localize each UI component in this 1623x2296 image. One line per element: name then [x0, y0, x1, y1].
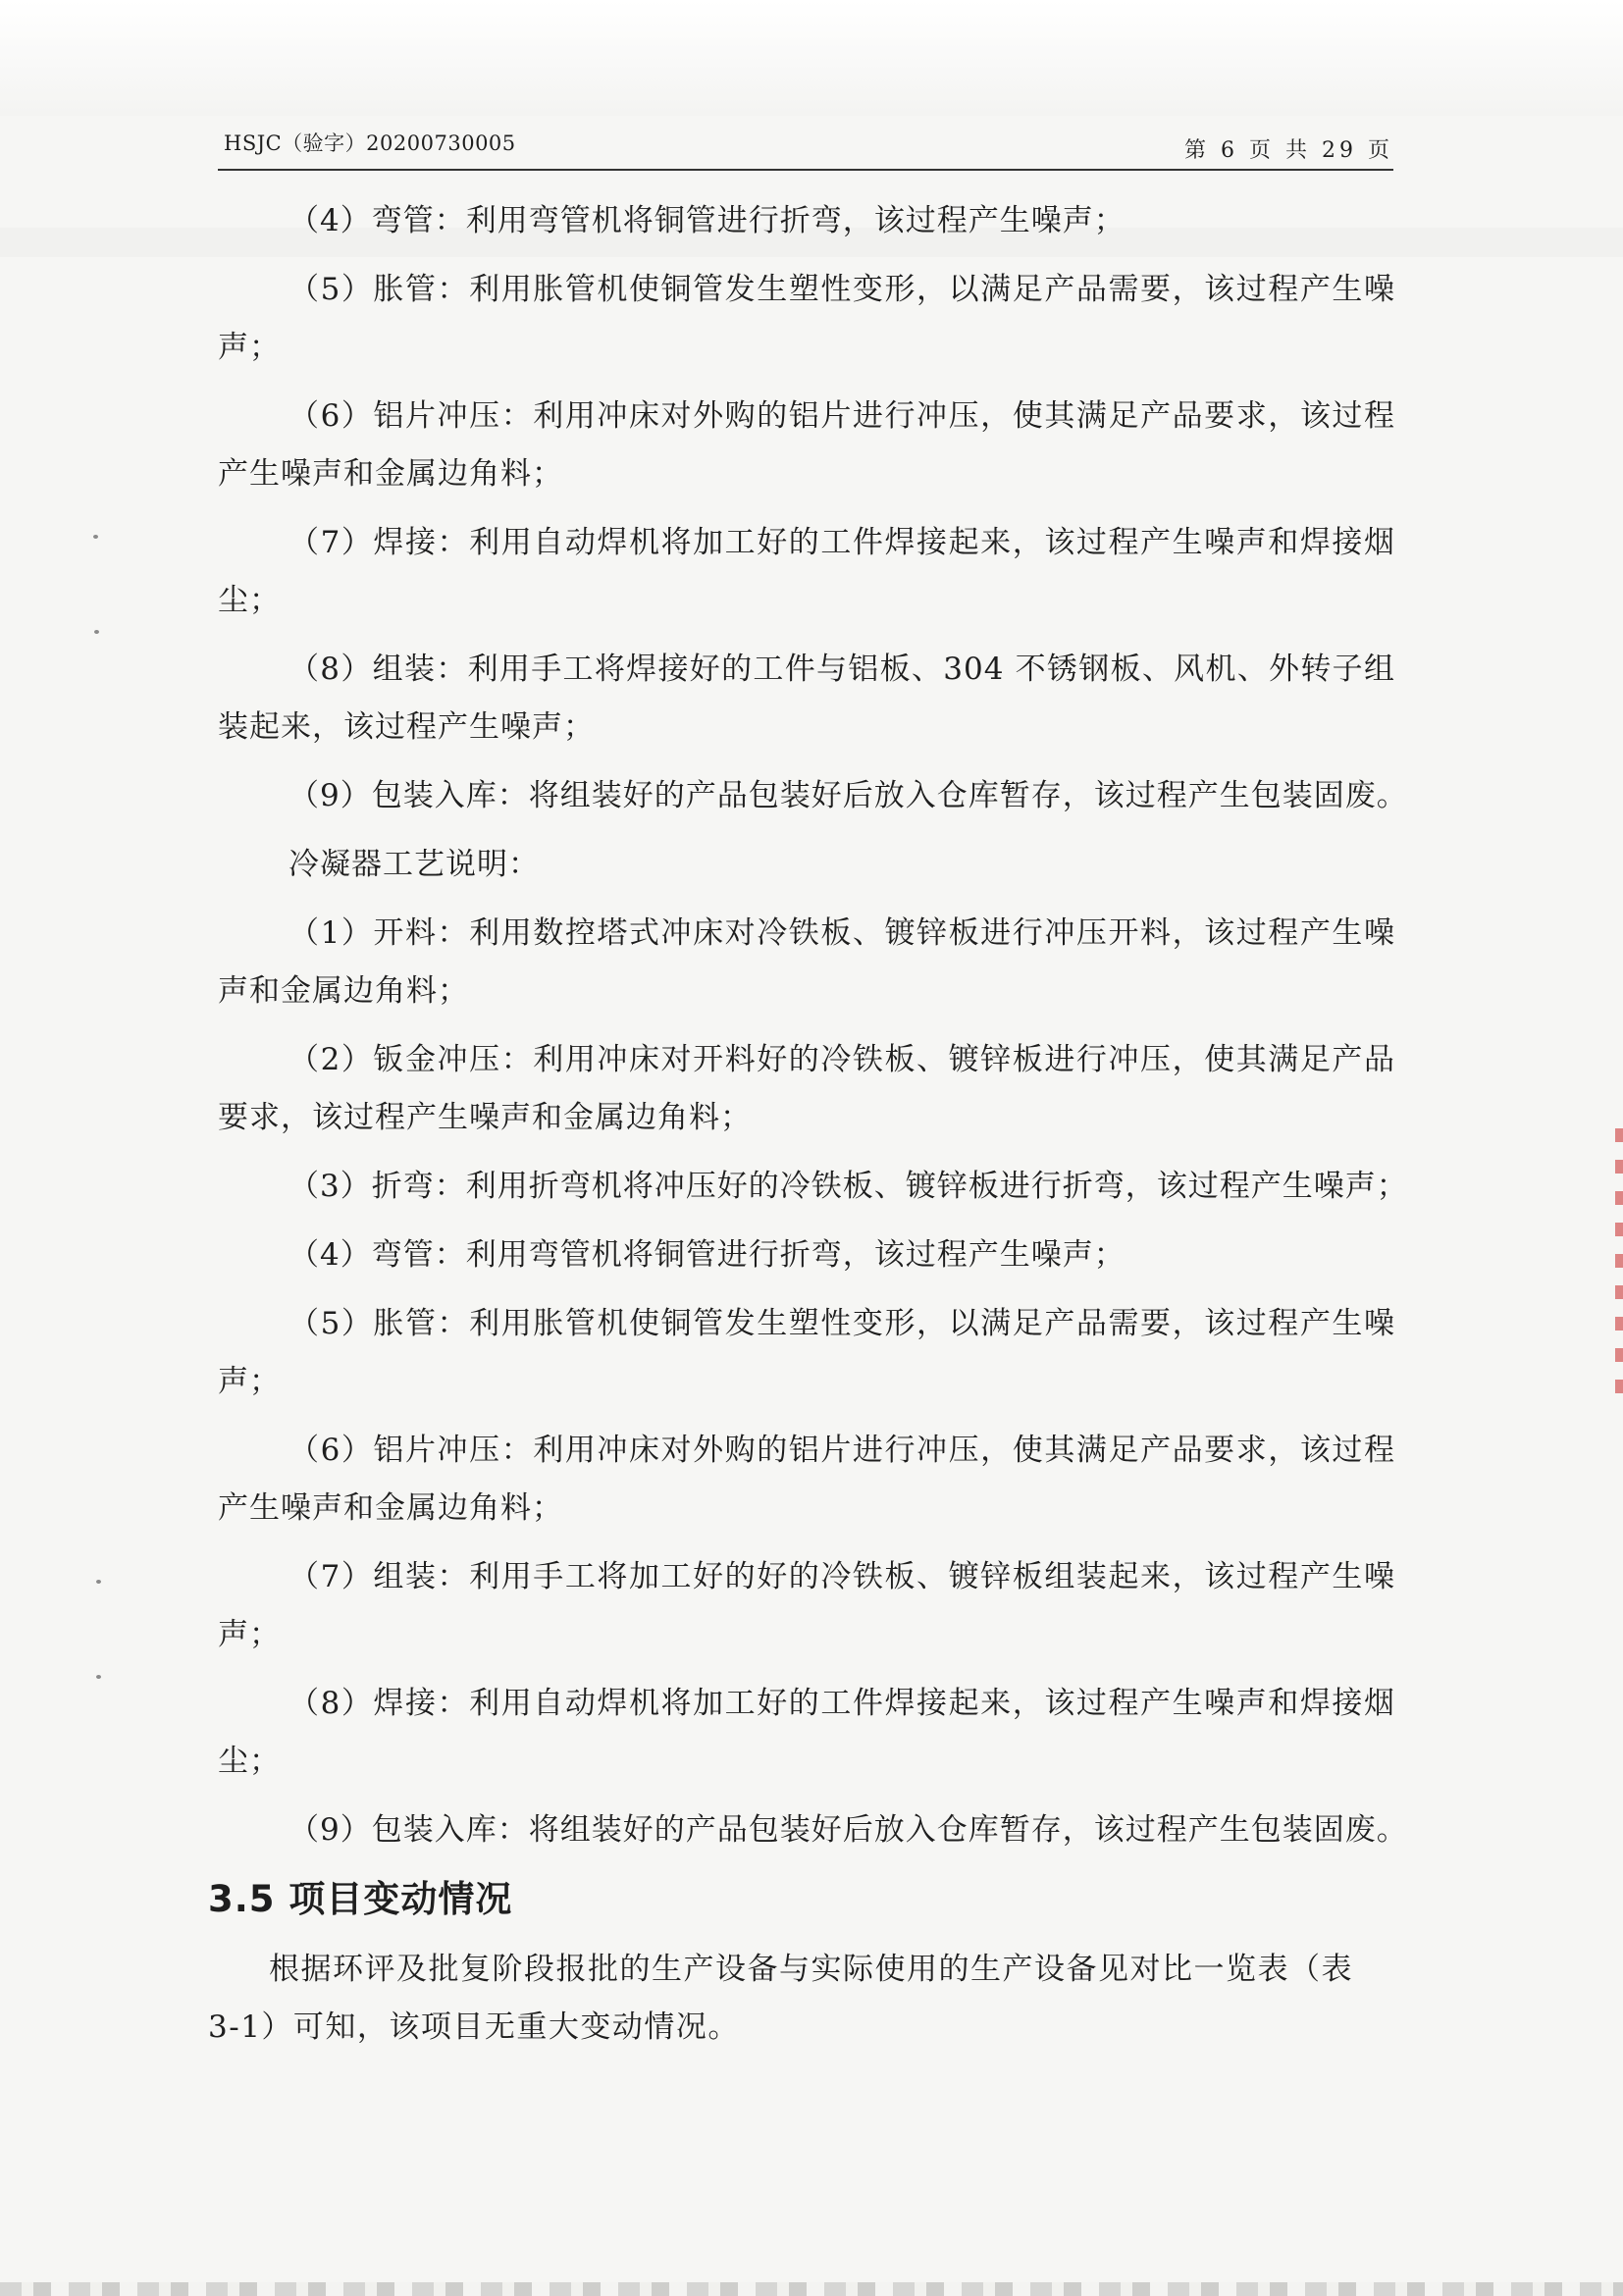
paragraph-evaporator-step-8: （8）组装：利用手工将焊接好的工件与铝板、304 不锈钢板、风机、外转子组装起来，该过程产生噪声；: [218, 652, 1395, 745]
paragraph-evaporator-step-7: （7）焊接：利用自动焊机将加工好的工件焊接起来，该过程产生噪声和焊接烟尘；: [218, 525, 1395, 618]
paragraph-condenser-step-9: （9）包装入库：将组装好的产品包装好后放入仓库暂存，该过程产生包装固废。: [288, 1812, 1408, 1848]
scan-speck: [93, 535, 98, 539]
paragraph-evaporator-step-4: （4）弯管：利用弯管机将铜管进行折弯，该过程产生噪声；: [288, 203, 1126, 238]
paragraph-condenser-step-8: （8）焊接：利用自动焊机将加工好的工件焊接起来，该过程产生噪声和焊接烟尘；: [218, 1686, 1395, 1779]
paragraph-evaporator-step-9: （9）包装入库：将组装好的产品包装好后放入仓库暂存，该过程产生包装固废。: [288, 778, 1408, 813]
document-body: [208, 192, 1408, 2057]
document-number: HSJC（验字）20200730005: [224, 131, 516, 155]
paragraph-condenser-step-6: （6）铝片冲压：利用冲床对外购的铝片进行冲压，使其满足产品要求，该过程产生噪声和金属边角料；: [218, 1433, 1395, 1526]
section-body: 根据环评及批复阶段报批的生产设备与实际使用的生产设备见对比一览表（表 3-1）可知，该项目无重大变动情况。: [208, 1952, 1353, 2045]
scan-bottom-edge: [0, 2282, 1623, 2296]
page-header: [218, 126, 1393, 171]
paragraph-condenser-step-2: （2）钣金冲压：利用冲床对开料好的冷铁板、镀锌板进行冲压，使其满足产品要求，该过程产生噪声和金属边角料；: [218, 1042, 1395, 1135]
scan-speck: [94, 630, 99, 634]
condenser-process-heading: 冷凝器工艺说明：: [288, 847, 540, 882]
paragraph-evaporator-step-6: （6）铝片冲压：利用冲床对外购的铝片进行冲压，使其满足产品要求，该过程产生噪声和金属边角料；: [218, 398, 1395, 492]
page-top-shade: [0, 0, 1623, 116]
scan-speck: [96, 1580, 101, 1584]
paragraph-condenser-step-4: （4）弯管：利用弯管机将铜管进行折弯，该过程产生噪声；: [288, 1237, 1126, 1273]
section-title: 3.5 项目变动情况: [208, 1878, 513, 1920]
seal-edge-mark: [1615, 1128, 1623, 1403]
paragraph-condenser-step-5: （5）胀管：利用胀管机使铜管发生塑性变形，以满足产品需要，该过程产生噪声；: [218, 1306, 1395, 1399]
paragraph-evaporator-step-5: （5）胀管：利用胀管机使铜管发生塑性变形，以满足产品需要，该过程产生噪声；: [218, 272, 1395, 365]
scan-speck: [96, 1675, 101, 1679]
page-number: 第 6 页 共 29 页: [1184, 138, 1393, 163]
paragraph-condenser-step-3: （3）折弯：利用折弯机将冲压好的冷铁板、镀锌板进行折弯，该过程产生噪声；: [288, 1169, 1408, 1204]
paragraph-condenser-step-1: （1）开料：利用数控塔式冲床对冷铁板、镀锌板进行冲压开料，该过程产生噪声和金属边角料；: [218, 915, 1395, 1009]
paragraph-condenser-step-7: （7）组装：利用手工将加工好的好的冷铁板、镀锌板组装起来，该过程产生噪声；: [218, 1559, 1395, 1652]
